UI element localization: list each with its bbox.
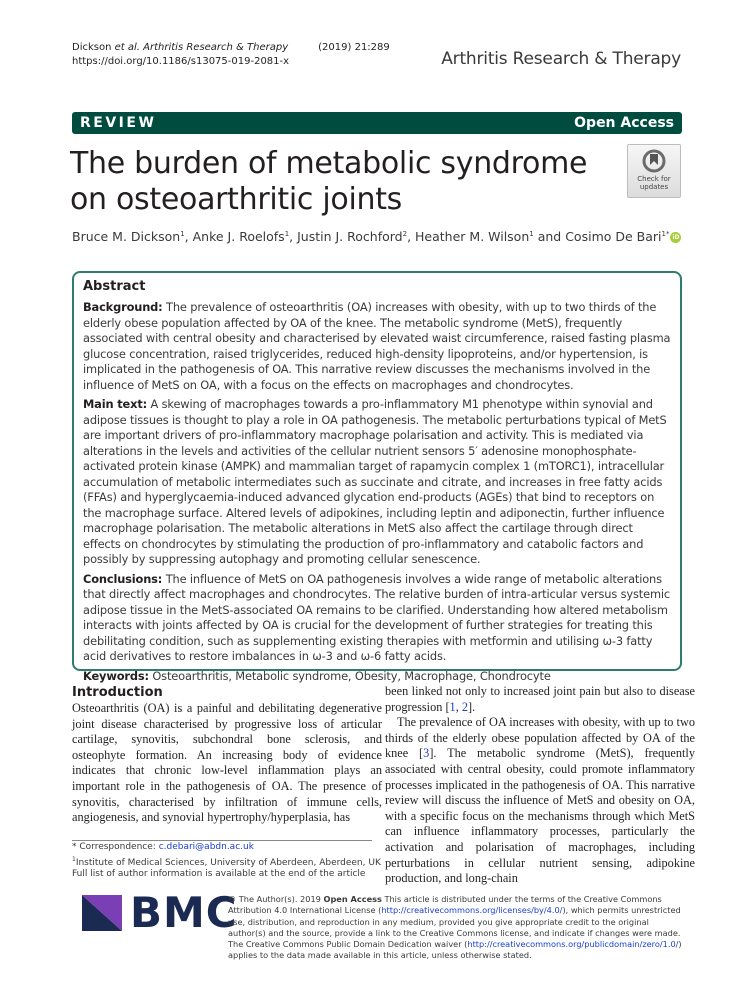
open-access-label: Open Access bbox=[574, 115, 674, 131]
introduction-paragraph: Osteoarthritis (OA) is a painful and debilitating degenerative joint disease characterised by progressive loss of articular cartilage, synovitis, subchondral bone sclerosis, and osteophyte formation. An increasing body of evidence indicates that chronic low-level inflammation plays an important role in the pathogenesis of OA. The presence of synovitis, characterised by infiltration of immune cells, angiogenesis, and synovial hypertrophy/hyperplasia, has bbox=[72, 701, 382, 825]
author-list: Bruce M. Dickson$^1$, Anke J. Roelofs$^1$, Justin J. Rochford$^2$, Heather M. Wilson$^1$ and Cosimo De Bari$^{1*}$ iD bbox=[72, 229, 680, 244]
check-for-updates-text: Check for updates bbox=[637, 175, 671, 191]
author[interactable]: Justin J. Rochford$^2$ bbox=[297, 229, 408, 244]
body-column-right bbox=[385, 684, 695, 887]
bmc-logo bbox=[82, 888, 238, 937]
doi-link[interactable]: https://doi.org/10.1186/s13075-019-2081-x bbox=[72, 56, 290, 67]
footnotes bbox=[72, 842, 381, 881]
correspondence: * Correspondence: c.debari@abdn.ac.uk bbox=[72, 842, 254, 852]
abstract-main-text: Main text: A skewing of macrophages towards a pro-inflammatory M1 phenotype within synovial and adipose tissues is thought to play a role in OA pathogenesis. The metabolic perturbations typical of MetS are important drivers of pro-inflammatory macrophage polarisation and activity. This is mediated via alterations in the levels and activities of the cellular nutrient sensors 5′ adenosine monophosphate-activated protein kinase (AMPK) and mammalian target of rapamycin complex 1 (mTORC1), intracellular accumulation of metabolic intermediates such as succinate and citrate, and increases in free fatty acids (FFAs) and hyperglycaemia-induced advanced glycation end-products (AGEs) that bind to receptors on the macrophage surface. Altered levels of adipokines, including leptin and adiponectin, further influence macrophage polarisation. The metabolic alterations in MetS also affect the cartilage through direct effects on chondrocytes by stimulating the production of pro-inflammatory and catabolic factors and possibly by suppressing autophagy and promoting cellular senescence. bbox=[83, 397, 667, 566]
author[interactable]: Bruce M. Dickson$^1$ bbox=[72, 229, 185, 244]
check-for-updates-icon bbox=[642, 149, 666, 173]
article-title: The burden of metabolic syndrome on osteoarthritic joints bbox=[70, 146, 588, 217]
article-type-banner bbox=[72, 112, 682, 134]
abstract-conclusions: Conclusions: The influence of MetS on OA pathogenesis involves a wide range of metabolic alterations that directly affect macrophages and chondrocytes. The relative burden of intra-articular versus systemic adipose tissue in the MetS-associated OA remains to be clarified. Understanding how altered metabolism interacts with joints affected by OA is crucial for the development of further strategies for treating this debilitating condition, such as supplementing existing therapies with metformin and utilising ω-3 fatty acid derivatives to restore imbalances in ω-3 and ω-6 fatty acids. bbox=[83, 571, 671, 663]
author[interactable]: Heather M. Wilson$^1$ bbox=[415, 229, 534, 244]
abstract-keywords: Keywords: Osteoarthritis, Metabolic syndrome, Obesity, Macrophage, Chondrocyte bbox=[83, 668, 551, 683]
article-type: REVIEW bbox=[80, 115, 157, 131]
author[interactable]: Anke J. Roelofs$^1$ bbox=[192, 229, 290, 244]
abstract-box bbox=[72, 271, 682, 683]
cc-by-license-link[interactable]: http://creativecommons.org/licenses/by/4.0/ bbox=[381, 905, 563, 916]
abstract-background: Background: The prevalence of osteoarthritis (OA) increases with obesity, with up to two thirds of the elderly obese population affected by OA of the knee. The metabolic syndrome (MetS), frequently associated with central obesity and characterised by elevated waist circumference, raised fasting plasma glucose concentration, raised triglycerides, reduced high-density lipoproteins, and/or hypertension, is implicated in the pathogenesis of OA. This narrative review discusses the mechanisms involved in the influence of MetS on OA, with a focus on the effects on macrophages and chondrocytes. bbox=[83, 300, 671, 392]
introduction-paragraph: The prevalence of OA increases with obesity, with up to two thirds of the elderly obese population affected by OA of the knee [3]. The metabolic syndrome (MetS), frequently associated with central obesity, could promote inflammatory processes implicated in the pathogenesis of OA. This narrative review will discuss the influence of MetS and obesity on OA, with a specific focus on the mechanisms through which MetS can influence inflammatory processes, particularly the activation and polarisation of macrophages, including perturbations in cellular nutrient sensing, adipokine production, and long-chain bbox=[385, 715, 695, 886]
correspondence-email-link[interactable]: c.debari@abdn.ac.uk bbox=[158, 842, 254, 852]
reference-link[interactable]: 1 bbox=[449, 699, 456, 714]
bmc-logo-icon bbox=[82, 895, 122, 931]
reference-link[interactable]: 3 bbox=[423, 746, 430, 761]
running-head bbox=[72, 41, 390, 69]
volume-citation: (2019) 21:289 bbox=[318, 42, 390, 53]
journal-name: Arthritis Research & Therapy bbox=[441, 49, 681, 69]
affiliation: $^1$Institute of Medical Sciences, University of Aberdeen, Aberdeen, UK bbox=[72, 855, 381, 868]
orcid-icon[interactable]: iD bbox=[672, 234, 680, 241]
footnote-divider bbox=[72, 840, 372, 841]
bmc-logo-text: BMC bbox=[130, 888, 238, 937]
license-statement: © The Author(s). 2019 Open Access This article is distributed under the terms of the Creative Commons Attribution 4.0 International License (http://creativecommons.org/licenses/by/4.0/), which permits unrestricted use, distribution, and reproduction in any medium, provided you give appropriate credit to the original author(s) and the source, provide a link to the Creative Commons license, and indicate if changes were made. The Creative Commons Public Domain Dedication waiver (http://creativecommons.org/publicdomain/zero/1.0/) applies to the data made available in this article, unless otherwise stated. bbox=[228, 894, 682, 961]
check-for-updates-button[interactable] bbox=[627, 144, 681, 198]
abstract-heading: Abstract bbox=[83, 279, 146, 294]
introduction-heading: Introduction bbox=[72, 685, 163, 700]
reference-link[interactable]: 2 bbox=[461, 699, 469, 714]
body-column-left bbox=[72, 684, 382, 826]
author-info-note: Full list of author information is available at the end of the article bbox=[72, 869, 366, 879]
running-head-citation: Dickson et al. Arthritis Research & Therapy bbox=[72, 42, 289, 53]
introduction-paragraph-continued: been linked not only to increased joint pain but also to disease progression [1, 2]. bbox=[385, 684, 695, 714]
cc0-waiver-link[interactable]: http://creativecommons.org/publicdomain/zero/1.0/ bbox=[467, 939, 679, 950]
author[interactable]: Cosimo De Bari$^{1*}$ bbox=[565, 229, 670, 244]
